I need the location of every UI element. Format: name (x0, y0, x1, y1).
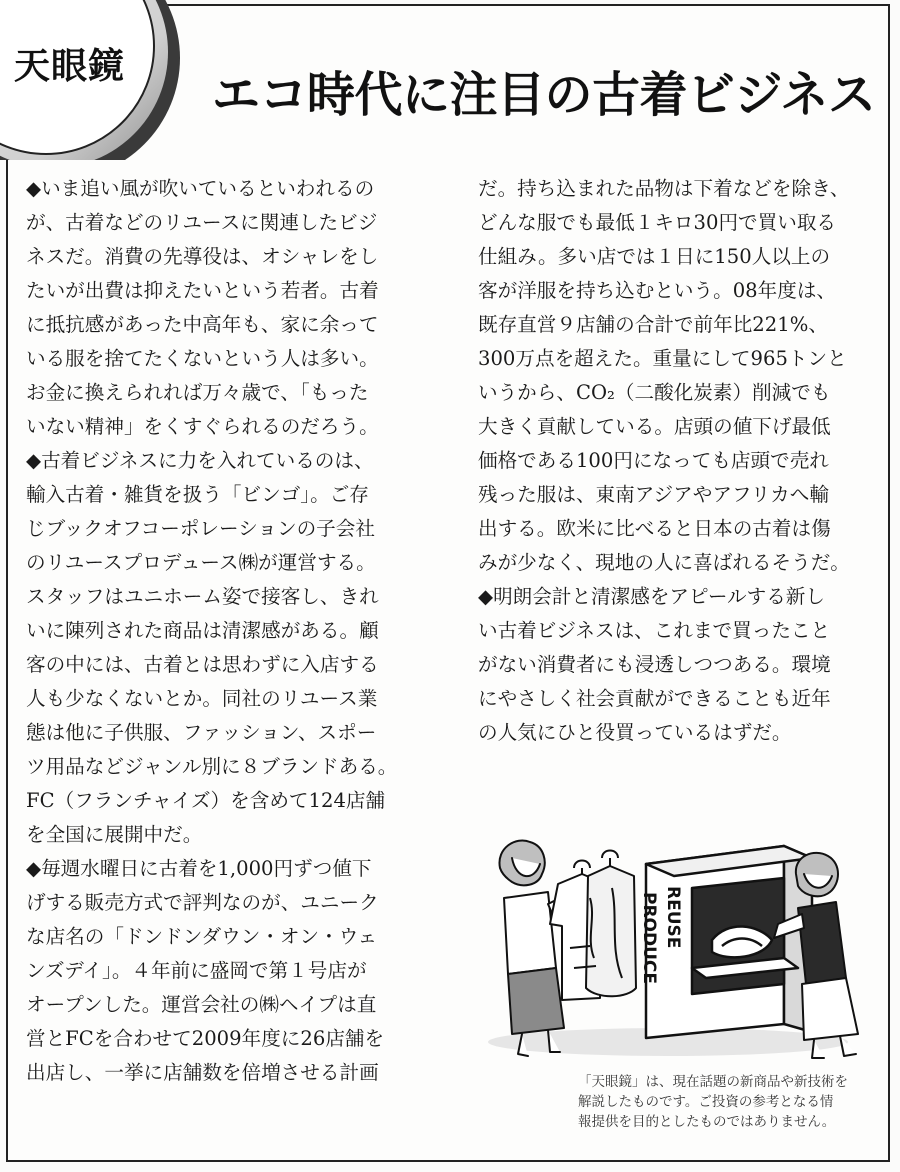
text-line: にやさしく社会貢献ができることも近年 (478, 687, 831, 710)
text-line: を全国に展開中だ。 (26, 823, 203, 846)
text-line: 営とFCを合わせて2009年度に26店舗を (26, 1027, 385, 1050)
reuse-shop-illustration (478, 828, 878, 1068)
section-name: 天眼鏡 (14, 46, 126, 87)
text-line: な店名の「ドンドンダウン・オン・ウェ (26, 925, 378, 948)
box-label-produce: PRODUCE (639, 892, 659, 985)
text-line: ンズデイ」。４年前に盛岡で第１号店が (26, 959, 367, 982)
text-line: いに陳列された商品は清潔感がある。顧 (26, 619, 379, 642)
text-line: いない精神」をくすぐられるのだろう。 (26, 415, 379, 438)
text-line: ◆毎週水曜日に古着を1,000円ずつ値下 (26, 857, 372, 880)
text-line: オープンした。運営会社の㈱ヘイプは直 (26, 993, 377, 1016)
text-line: 出店し、一挙に店舗数を倍増させる計画 (26, 1061, 379, 1084)
text-line: に抵抗感があった中高年も、家に余って (26, 313, 379, 336)
text-line: が、古着などのリユースに関連したビジ (26, 211, 378, 234)
caption-line: 解説したものです。ご投資の参考となる情 (578, 1094, 834, 1110)
text-line: だ。持ち込まれた品物は下着などを除き、 (478, 177, 850, 200)
text-line: 大きく貢献している。店頭の値下げ最低 (478, 415, 831, 438)
text-line: どんな服でも最低１キロ30円で買い取る (478, 211, 837, 234)
box-label-reuse: REUSE (663, 886, 683, 949)
text-line: じブックオフコーポレーションの子会社 (26, 517, 375, 540)
text-line: 輸入古着・雑貨を扱う「ビンゴ」。ご存 (26, 483, 369, 506)
illustration-graphic (478, 828, 878, 1068)
text-line: いうから、CO₂（二酸化炭素）削減でも (478, 381, 831, 404)
text-line: のリユースプロデュース㈱が運営する。 (26, 551, 376, 574)
text-line: 人も少なくないとか。同社のリユース業 (26, 687, 378, 710)
text-line: の人気にひと役買っているはずだ。 (478, 721, 792, 744)
article-column-right (478, 172, 878, 750)
text-line: 客の中には、古着とは思わずに入店する (26, 653, 379, 676)
text-line: い古着ビジネスは、これまで買ったこと (478, 619, 831, 642)
caption-line: 報提供を目的としたものではありません。 (578, 1114, 836, 1130)
text-line: ◆明朗会計と清潔感をアピールする新し (478, 585, 825, 608)
text-line: FC（フランチャイズ）を含めて124店舗 (26, 789, 386, 812)
text-line: 仕組み。多い店では１日に150人以上の (478, 245, 831, 268)
text-line: ◆いま追い風が吹いているといわれるの (26, 177, 375, 200)
text-line: 価格である100円になっても店頭で売れ (478, 449, 829, 472)
article-column-left (26, 172, 436, 1090)
text-line: 既存直営９店舗の合計で前年比221%、 (478, 313, 828, 336)
text-line: ◆古着ビジネスに力を入れているのは、 (26, 449, 374, 472)
text-line: みが少なく、現地の人に喜ばれるそうだ。 (478, 551, 850, 574)
text-line: 300万点を超えた。重量にして965トンと (478, 347, 847, 370)
text-line: いる服を捨てたくないという人は多い。 (26, 347, 379, 370)
hanging-clothes-figure (550, 851, 636, 1001)
text-line: スタッフはユニホーム姿で接客し、きれ (26, 585, 379, 608)
text-line: 残った服は、東南アジアやアフリカへ輸 (478, 483, 829, 506)
text-line: たいが出費は抑えたいという若者。古着 (26, 279, 379, 302)
text-line: ネスだ。消費の先導役は、オシャレをし (26, 245, 379, 268)
text-line: お金に換えられれば万々歳で、「もった (26, 381, 369, 404)
text-line: げする販売方式で評判なのが、ユニーク (26, 891, 379, 914)
text-line: 出する。欧米に比べると日本の古着は傷 (478, 517, 831, 540)
text-line: 客が洋服を持ち込むという。08年度は、 (478, 279, 837, 302)
caption-line: 「天眼鏡」は、現在話題の新商品や新技術を (578, 1074, 848, 1090)
text-line: 態は他に子供服、ファッション、スポー (26, 721, 377, 744)
page-title: エコ時代に注目の古着ビジネス (212, 67, 876, 123)
column-disclaimer (578, 1072, 878, 1132)
text-line: がない消費者にも浸透しつつある。環境 (478, 653, 831, 676)
text-line: ツ用品などジャンル別に８ブランドある。 (26, 755, 398, 778)
